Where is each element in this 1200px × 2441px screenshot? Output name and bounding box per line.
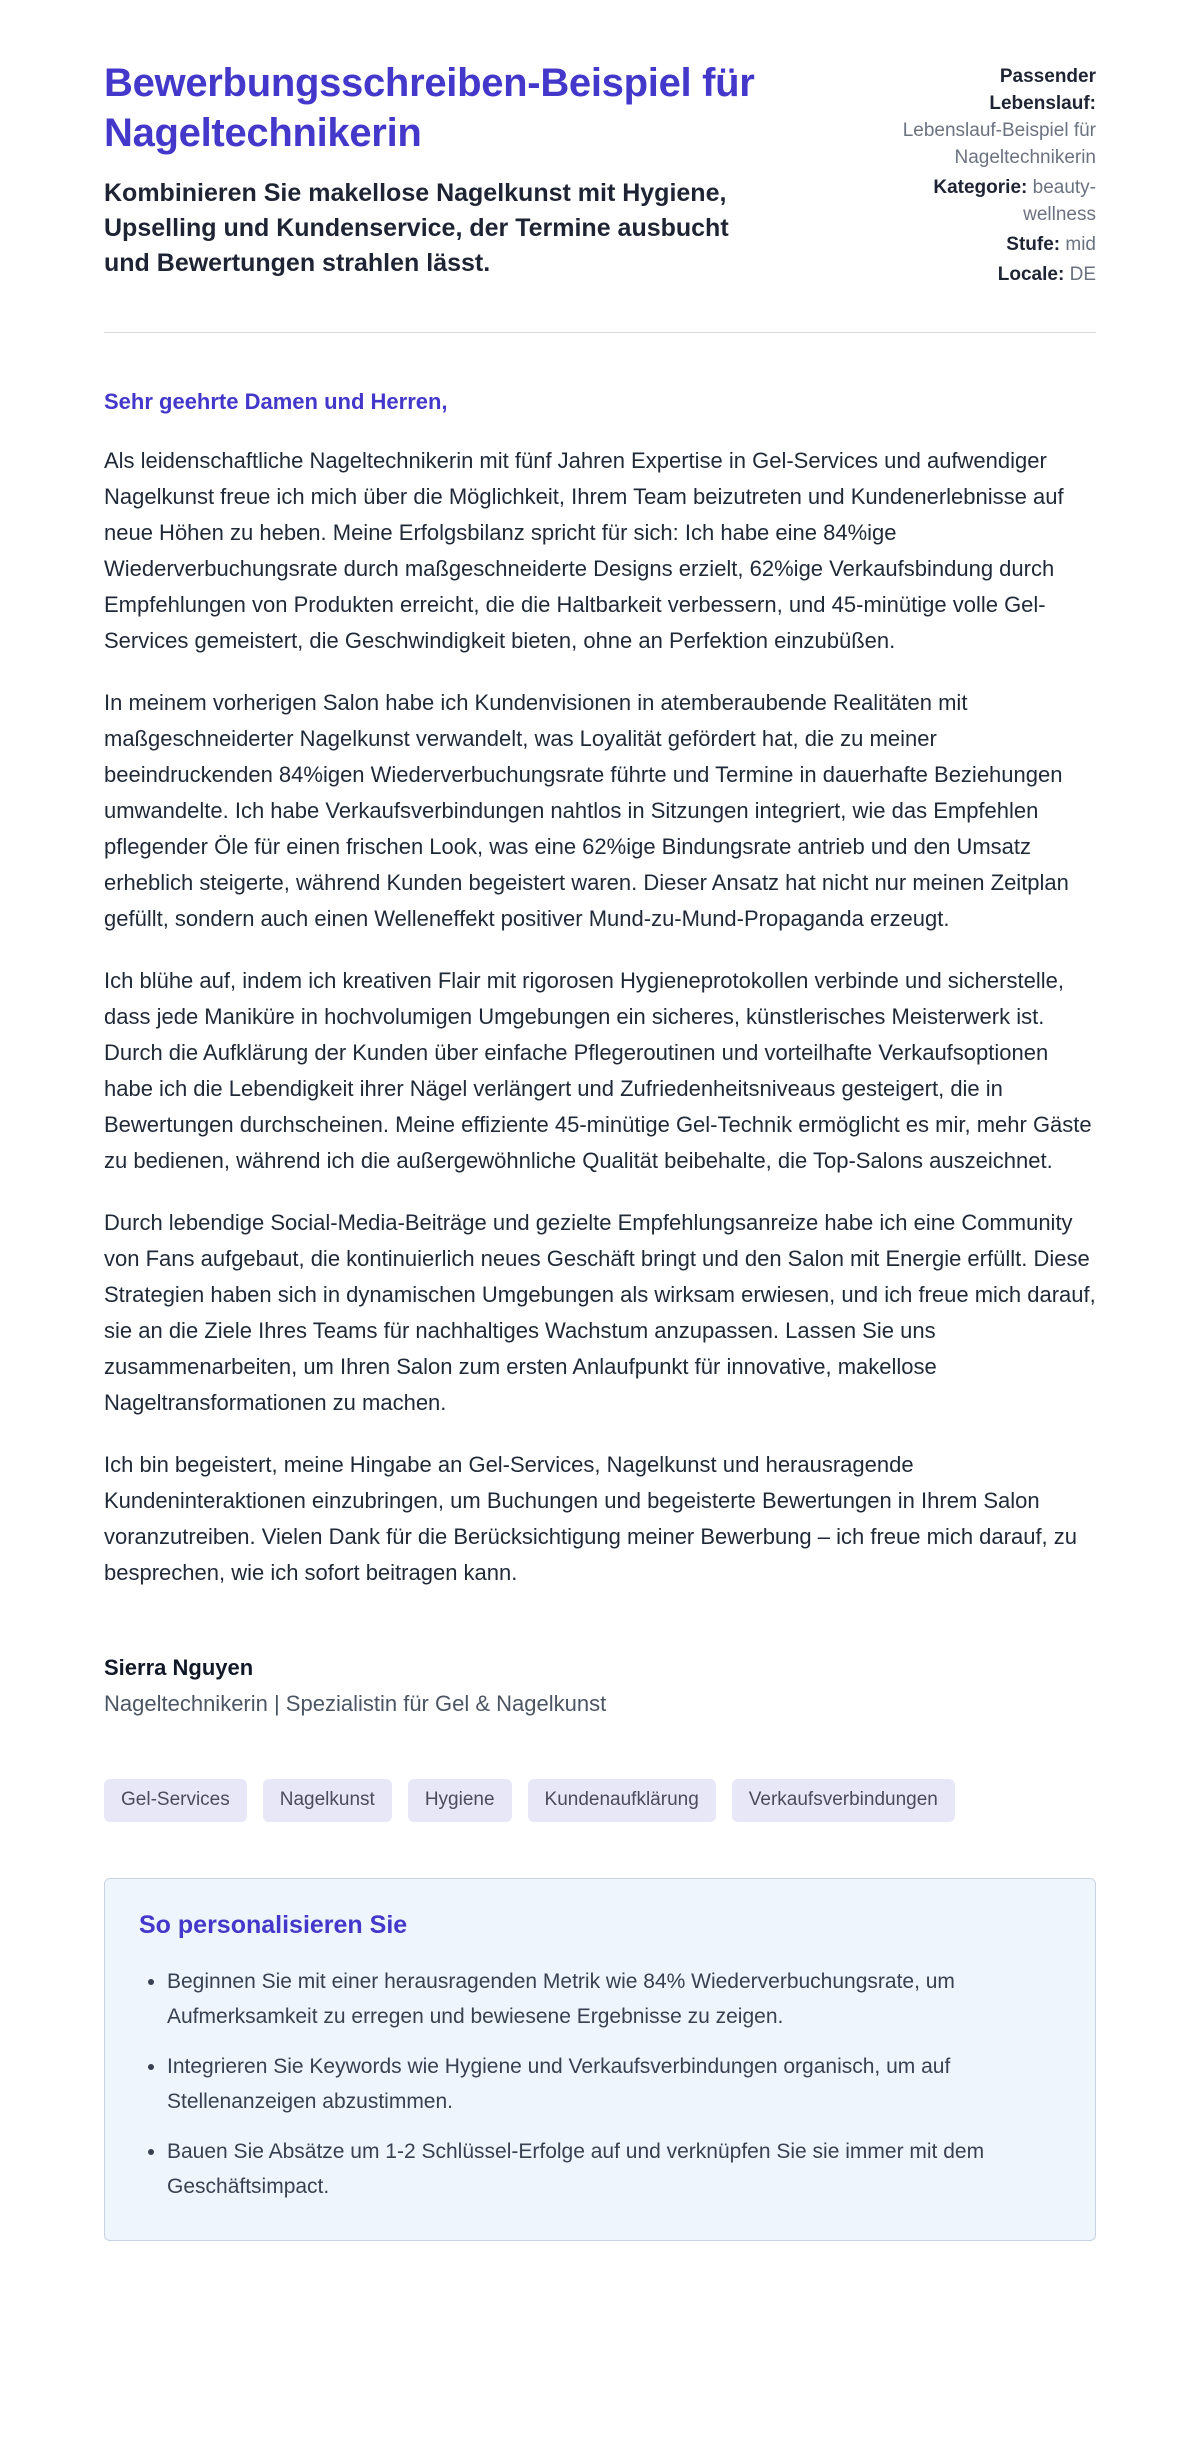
callout-item: • Integrieren Sie Keywords wie Hygiene und Verkaufsverbindungen organisch, um auf Stellenanzeigen abzustimmen.: [167, 2049, 1061, 2119]
letter-paragraph: Ich blühe auf, indem ich kreativen Flair mit rigorosen Hygieneprotokollen verbinde und sicherstelle, dass jede Maniküre in hochvolumigen Umgebungen ein sicheres, künstlerisches Meisterwerk ist. Durch die Aufklärung der Kunden über einfache Pflegeroutinen und vorteilhafte Verkaufsoptionen habe ich die Lebendigkeit ihrer Nägel verlängert und Zufriedenheitsniveaus gesteigert, die in Bewertungen durchscheinen. Meine effiziente 45-minütige Gel-Technik ermöglicht es mir, mehr Gäste zu bedienen, während ich die außergewöhnliche Qualität beibehalte, die Top-Salons auszeichnet.: [104, 967, 1092, 1173]
letter-paragraph: In meinem vorherigen Salon habe ich Kundenvisionen in atemberaubende Realitäten mit maßgeschneiderter Nagelkunst verwandelt, was Loyalität gefördert hat, die zu meiner beeindruckenden 84%igen Wiederverbuchungsrate führte und Termine in dauerhafte Beziehungen umwandelte. Ich habe Verkaufsverbindungen nahtlos in Sitzungen integriert, wie das Empfehlen pflegender Öle für einen frischen Look, was eine 62%ige Bindungsrate antrieb und den Umsatz erheblich steigerte, während Kunden begeistert waren. Dieser Ansatz hat nicht nur meinen Zeitplan gefüllt, sondern auch einen Welleneffekt positiver Mund-zu-Mund-Propaganda erzeugt.: [104, 689, 1069, 931]
meta-label: Passender Lebenslauf:: [989, 66, 1096, 114]
page-title: Bewerbungsschreiben-Beispiel für Nageltechnikerin: [104, 61, 755, 155]
meta-row-locale: [891, 262, 1096, 289]
meta-value: beauty-wellness: [1023, 176, 1096, 225]
tag-verkaufsverbindungen: Verkaufsverbindungen: [732, 1779, 955, 1822]
meta-row-level: [891, 232, 1096, 259]
page: [104, 0, 1096, 2311]
callout-item: • Beginnen Sie mit einer herausragenden Metrik wie 84% Wiederverbuchungsrate, um Aufmerksamkeit zu erregen und bewiesene Ergebnisse zu zeigen.: [167, 1964, 1061, 2034]
meta-value: Lebenslauf-Beispiel für Nageltechnikerin: [902, 119, 1096, 168]
meta-label: Kategorie:: [933, 176, 1028, 198]
letter-paragraph: Durch lebendige Social-Media-Beiträge und gezielte Empfehlungsanreize habe ich eine Community von Fans aufgebaut, die kontinuierlich neues Geschäft bringt und den Salon mit Energie erfüllt. Diese Strategien haben sich in dynamischen Umgebungen als wirksam erwiesen, und ich freue mich darauf, sie an die Ziele Ihres Teams für nachhaltiges Wachstum anzupassen. Lassen Sie uns zusammenarbeiten, um Ihren Salon zum ersten Anlaufpunkt für innovative, makellose Nageltransformationen zu machen.: [104, 1209, 1096, 1415]
keyword-tags-list: [104, 1779, 1096, 1822]
page-subtitle: Kombinieren Sie makellose Nagelkunst mit Hygiene, Upselling und Kundenservice, der Termine ausbucht und Bewertungen strahlen lässt.: [104, 179, 729, 277]
signature-block: [104, 1655, 1096, 1717]
tag-nagelkunst: Nagelkunst: [263, 1779, 392, 1822]
personalization-callout: [104, 1878, 1096, 2241]
tag-kundenaufklaerung: Kundenaufklärung: [528, 1779, 716, 1822]
meta-row-matching-resume: [891, 64, 1096, 172]
meta-row-category: [891, 175, 1096, 229]
callout-item: • Bauen Sie Absätze um 1-2 Schlüssel-Erfolge auf und verknüpfen Sie sie immer mit dem Geschäftsimpact.: [167, 2134, 1061, 2204]
letter-paragraph: Als leidenschaftliche Nageltechnikerin mit fünf Jahren Expertise in Gel-Services und aufwendiger Nagelkunst freue ich mich über die Möglichkeit, Ihrem Team beizutreten und Kundenerlebnisse auf neue Höhen zu heben. Meine Erfolgsbilanz spricht für sich: Ich habe eine 84%ige Wiederverbuchungsrate durch maßgeschneiderte Designs erzielt, 62%ige Verkaufsbindung durch Empfehlungen von Produkten erreicht, die die Haltbarkeit verbessern, und 45-minütige volle Gel-Services gemeistert, die Geschwindigkeit bieten, ohne an Perfektion einzubüßen.: [104, 447, 1064, 653]
callout-list: [139, 1964, 1061, 2204]
callout-title: So personalisieren Sie: [139, 1910, 408, 1939]
meta-value: mid: [1065, 233, 1096, 255]
header-title-block: [104, 58, 784, 281]
meta-value: DE: [1069, 263, 1096, 285]
signature-role: Nageltechnikerin | Spezialistin für Gel & Nagelkunst: [104, 1690, 607, 1716]
cover-letter: [104, 389, 1096, 1717]
signature-name: Sierra Nguyen: [104, 1654, 254, 1680]
meta-label: Locale:: [997, 263, 1065, 285]
tag-gel-services: Gel-Services: [104, 1779, 247, 1822]
meta-label: Stufe:: [1006, 233, 1061, 255]
header: [104, 58, 1096, 292]
meta-panel: [891, 58, 1096, 292]
letter-greeting: Sehr geehrte Damen und Herren,: [104, 388, 448, 414]
divider: [104, 332, 1096, 333]
tag-hygiene: Hygiene: [408, 1779, 512, 1822]
letter-paragraph: Ich bin begeistert, meine Hingabe an Gel-Services, Nagelkunst und herausragende Kundeninteraktionen einzubringen, um Buchungen und begeisterte Bewertungen in Ihrem Salon voranzutreiben. Vielen Dank für die Berücksichtigung meiner Bewerbung – ich freue mich darauf, zu besprechen, wie ich sofort beitragen kann.: [104, 1451, 1078, 1585]
